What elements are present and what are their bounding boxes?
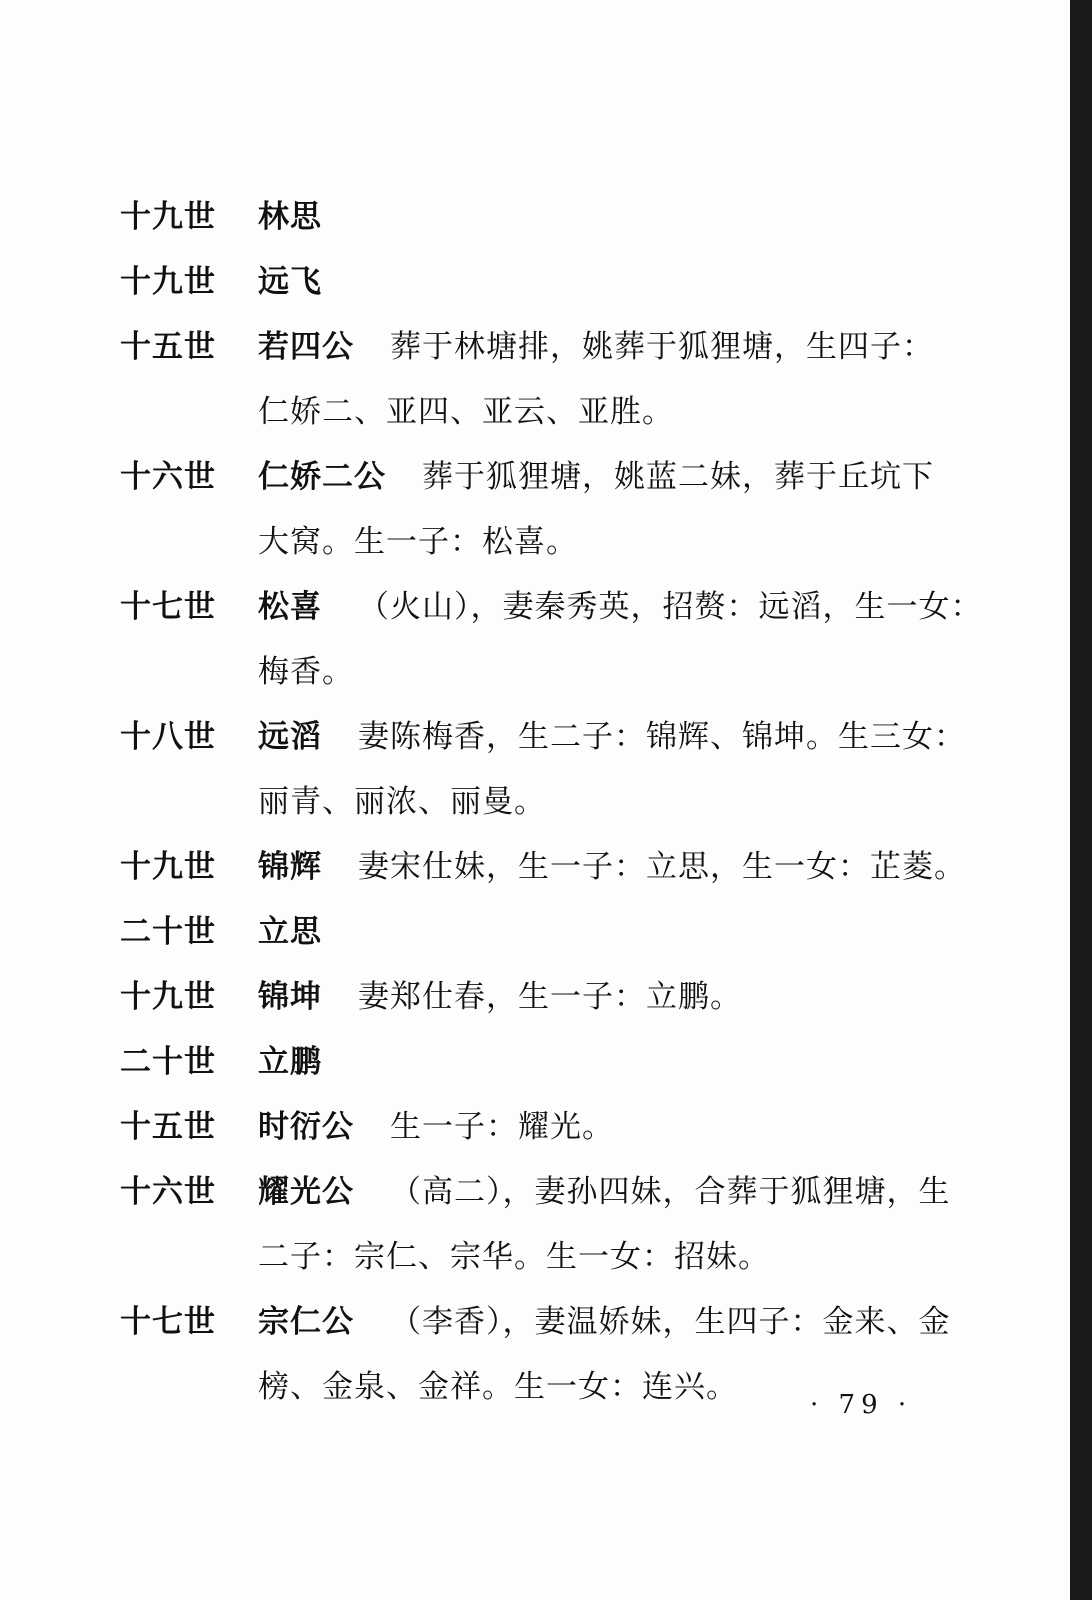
generation-label: 十五世 (120, 329, 216, 365)
genealogy-entry (120, 315, 960, 445)
scan-edge (1070, 0, 1092, 1600)
generation-label: 十九世 (120, 199, 216, 235)
entry-continuation: 丽青、丽浓、丽曼。 (258, 784, 546, 820)
generation-label: 十六世 (120, 1174, 216, 1210)
genealogy-entry (120, 185, 960, 250)
generation-label: 二十世 (120, 914, 216, 950)
genealogy-entry (120, 835, 966, 900)
person-name: 宗仁公 (258, 1304, 354, 1340)
person-name: 远滔 (258, 719, 322, 755)
generation-label: 十九世 (120, 979, 216, 1015)
person-name: 立鹏 (258, 1044, 322, 1080)
person-name: 耀光公 (258, 1174, 354, 1210)
entry-description: 生一子：耀光。 (390, 1109, 614, 1145)
entry-continuation: 大窝。生一子：松喜。 (258, 524, 578, 560)
entry-description: 葬于林塘排，姚葬于狐狸塘，生四子： (390, 329, 934, 365)
generation-label: 十七世 (120, 1304, 216, 1340)
generation-label: 二十世 (120, 1044, 216, 1080)
person-name: 远飞 (258, 264, 322, 300)
entry-continuation: 二子：宗仁、宗华。生一女：招妹。 (258, 1239, 770, 1275)
entry-continuation: 仁娇二、亚四、亚云、亚胜。 (258, 394, 674, 430)
entry-continuation: 梅香。 (258, 654, 354, 690)
genealogy-entry (120, 900, 960, 965)
person-name: 若四公 (258, 329, 354, 365)
person-name: 仁娇二公 (258, 459, 386, 495)
genealogy-entry (120, 445, 960, 575)
person-name: 锦坤 (258, 979, 322, 1015)
generation-label: 十八世 (120, 719, 216, 755)
genealogy-entry (120, 1160, 960, 1290)
entry-description: （高二），妻孙四妹，合葬于狐狸塘，生 (390, 1174, 951, 1210)
entry-description: 妻陈梅香，生二子：锦辉、锦坤。生三女： (358, 719, 966, 755)
entry-description: 葬于狐狸塘，姚蓝二妹，葬于丘坑下 (422, 459, 934, 495)
generation-label: 十七世 (120, 589, 216, 625)
genealogy-entry (120, 1030, 960, 1095)
generation-label: 十六世 (120, 459, 216, 495)
entry-description: 妻郑仕春，生一子：立鹏。 (358, 979, 742, 1015)
page-number: · 79 · (810, 1390, 913, 1420)
entry-description: 妻宋仕妹，生一子：立思，生一女：芷菱。 (358, 849, 966, 885)
person-name: 松喜 (258, 589, 322, 625)
entry-description: （李香），妻温娇妹，生四子：金来、金 (390, 1304, 951, 1340)
generation-label: 十九世 (120, 264, 216, 300)
person-name: 立思 (258, 914, 322, 950)
genealogy-entry (120, 705, 966, 835)
genealogy-entry (120, 965, 960, 1030)
person-name: 时衍公 (258, 1109, 354, 1145)
entry-continuation: 榜、金泉、金祥。生一女：连兴。 (258, 1369, 738, 1405)
generation-label: 十五世 (120, 1109, 216, 1145)
person-name: 林思 (258, 199, 322, 235)
genealogy-entry (120, 1095, 960, 1160)
genealogy-entry (120, 575, 983, 705)
genealogy-entry (120, 250, 960, 315)
person-name: 锦辉 (258, 849, 322, 885)
entry-description: （火山），妻秦秀英，招赘：远滔，生一女： (358, 589, 983, 625)
genealogy-entries (120, 185, 983, 1420)
generation-label: 十九世 (120, 849, 216, 885)
